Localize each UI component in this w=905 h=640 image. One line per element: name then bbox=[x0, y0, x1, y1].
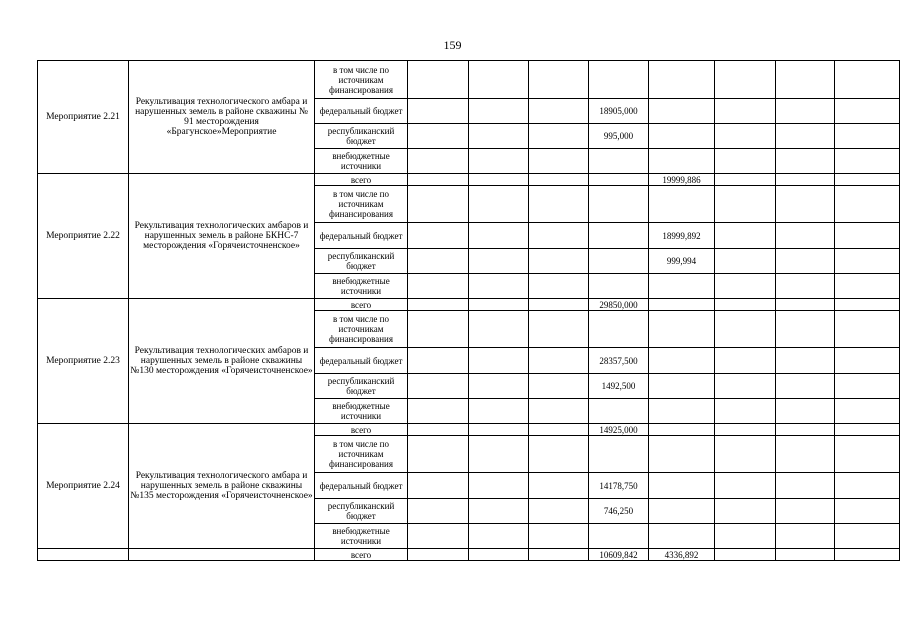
source-label: республиканский бюджет bbox=[315, 249, 408, 274]
value-cell: 18999,892 bbox=[649, 223, 715, 249]
source-label: в том числе по источникам финансирования bbox=[315, 311, 408, 348]
table-row bbox=[38, 174, 900, 186]
source-label: внебюджетные источники bbox=[315, 399, 408, 424]
measure-name: Рекультивация технологического амбара и нарушенных земель в районе скважины №135 месторождения «Горячеисточненское» bbox=[129, 424, 315, 549]
measure-name: Рекультивация технологических амбаров и нарушенных земель в районе БКНС-7 месторождения «Горячеисточненское» bbox=[129, 174, 315, 299]
source-label: республиканский бюджет bbox=[315, 374, 408, 399]
source-label: всего bbox=[315, 549, 408, 561]
table-row bbox=[38, 299, 900, 311]
source-label: внебюджетные источники bbox=[315, 274, 408, 299]
source-label: республиканский бюджет bbox=[315, 124, 408, 149]
measure-name: Рекультивация технологических амбаров и нарушенных земель в районе скважины №130 месторождения «Горячеисточненское» bbox=[129, 299, 315, 424]
page-number: 159 bbox=[443, 38, 462, 52]
source-label: в том числе по источникам финансирования bbox=[315, 61, 408, 99]
measure-code: Мероприятие 2.21 bbox=[38, 61, 129, 174]
value-cell: 1492,500 bbox=[589, 374, 649, 399]
value-cell: 14925,000 bbox=[589, 424, 649, 436]
measure-code: Мероприятие 2.22 bbox=[38, 174, 129, 299]
source-label: федеральный бюджет bbox=[315, 223, 408, 249]
value-cell: 18905,000 bbox=[589, 99, 649, 124]
table-row bbox=[38, 424, 900, 436]
source-label: всего bbox=[315, 174, 408, 186]
source-label: республиканский бюджет bbox=[315, 499, 408, 524]
source-label: внебюджетные источники bbox=[315, 149, 408, 174]
table-row bbox=[38, 549, 900, 561]
value-cell: 28357,500 bbox=[589, 348, 649, 374]
source-label: федеральный бюджет bbox=[315, 348, 408, 374]
table-row bbox=[38, 61, 900, 99]
source-label: федеральный бюджет bbox=[315, 99, 408, 124]
source-label: всего bbox=[315, 424, 408, 436]
value-cell: 4336,892 bbox=[649, 549, 715, 561]
budget-table bbox=[37, 60, 900, 561]
value-cell: 999,994 bbox=[649, 249, 715, 274]
value-cell: 29850,000 bbox=[589, 299, 649, 311]
measure-name: Рекультивация технологического амбара и нарушенных земель в районе скважины № 91 месторождения «Брагунское»Мероприятие bbox=[129, 61, 315, 174]
measure-code: Мероприятие 2.23 bbox=[38, 299, 129, 424]
value-cell: 746,250 bbox=[589, 499, 649, 524]
value-cell: 14178,750 bbox=[589, 473, 649, 499]
source-label: федеральный бюджет bbox=[315, 473, 408, 499]
measure-code: Мероприятие 2.24 bbox=[38, 424, 129, 549]
value-cell: 995,000 bbox=[589, 124, 649, 149]
source-label: внебюджетные источники bbox=[315, 524, 408, 549]
source-label: в том числе по источникам финансирования bbox=[315, 436, 408, 473]
value-cell: 19999,886 bbox=[649, 174, 715, 186]
source-label: в том числе по источникам финансирования bbox=[315, 186, 408, 223]
source-label: всего bbox=[315, 299, 408, 311]
value-cell: 10609,842 bbox=[589, 549, 649, 561]
